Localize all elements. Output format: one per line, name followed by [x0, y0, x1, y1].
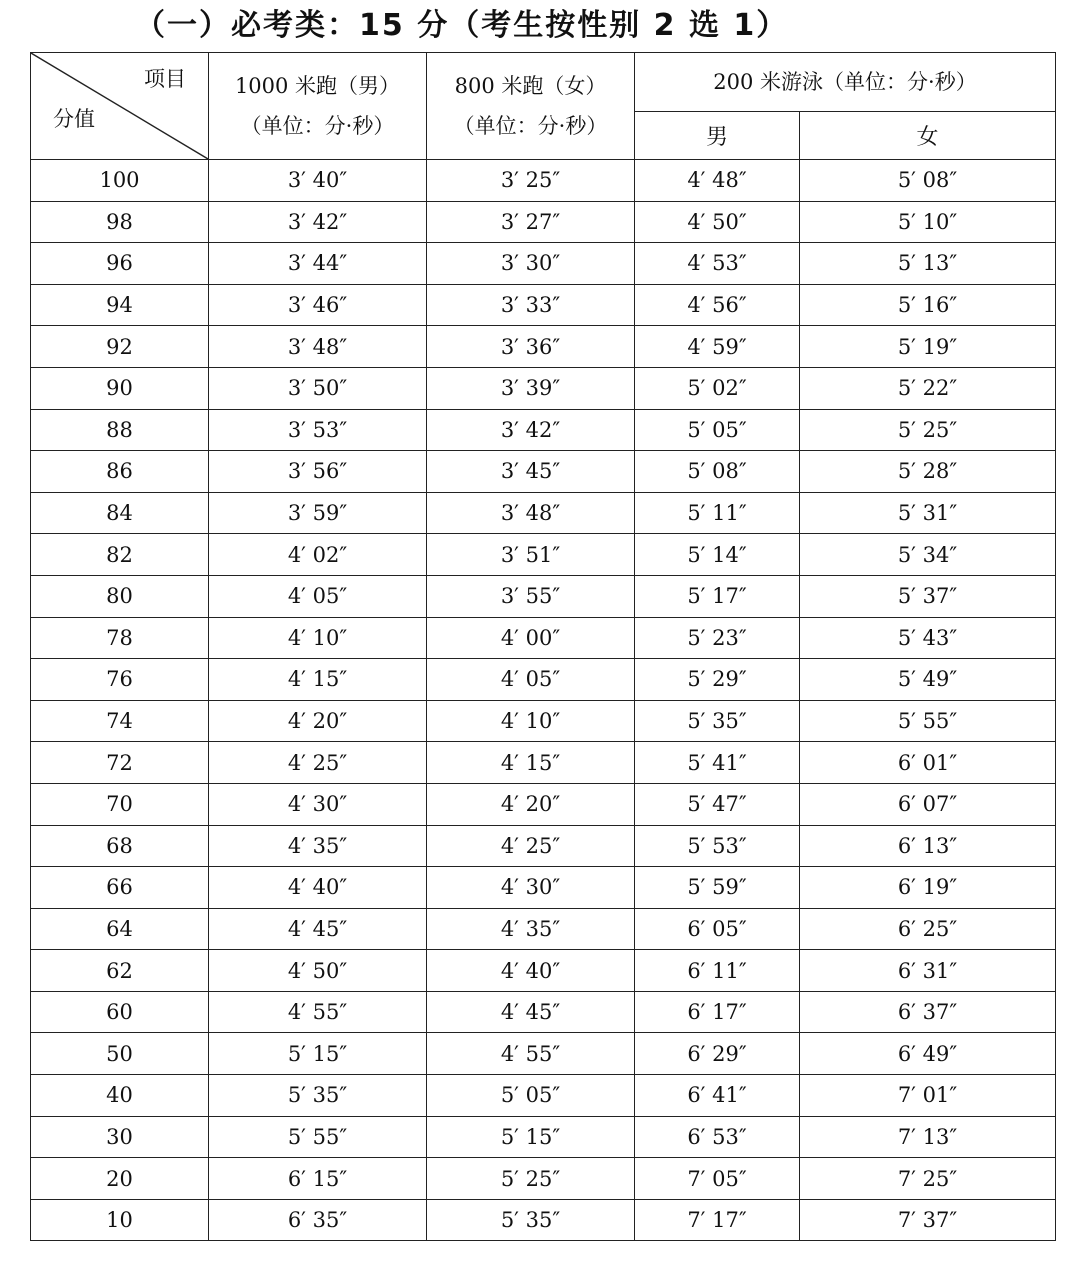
swim-female-time-cell: 6′ 37″	[800, 991, 1056, 1033]
table-row	[31, 451, 1056, 493]
score-cell: 30	[31, 1116, 209, 1158]
run-male-time-cell: 3′ 46″	[209, 284, 427, 326]
swim-male-time-cell: 5′ 47″	[635, 783, 800, 825]
score-cell: 80	[31, 575, 209, 617]
swim-male-time-cell: 7′ 05″	[635, 1158, 800, 1200]
swim-male-time-cell: 6′ 11″	[635, 950, 800, 992]
run-male-time-cell: 4′ 10″	[209, 617, 427, 659]
score-cell: 84	[31, 492, 209, 534]
table-row	[31, 1116, 1056, 1158]
swim-male-time-cell: 5′ 11″	[635, 492, 800, 534]
swim-female-time-cell: 6′ 25″	[800, 908, 1056, 950]
table-row	[31, 409, 1056, 451]
swim-female-time-cell: 5′ 10″	[800, 201, 1056, 243]
swim-male-time-cell: 5′ 05″	[635, 409, 800, 451]
score-cell: 40	[31, 1075, 209, 1117]
swim-male-time-cell: 6′ 05″	[635, 908, 800, 950]
run-male-time-cell: 4′ 50″	[209, 950, 427, 992]
header-swim-male: 男	[635, 112, 800, 160]
swim-male-time-cell: 5′ 59″	[635, 867, 800, 909]
table-row	[31, 243, 1056, 285]
swim-female-time-cell: 7′ 25″	[800, 1158, 1056, 1200]
table-body	[31, 160, 1056, 1241]
swim-female-time-cell: 5′ 22″	[800, 367, 1056, 409]
swim-female-time-cell: 5′ 55″	[800, 700, 1056, 742]
header-run-female	[427, 53, 635, 160]
run-female-time-cell: 3′ 45″	[427, 451, 635, 493]
run-female-time-cell: 4′ 35″	[427, 908, 635, 950]
table-row	[31, 825, 1056, 867]
run-male-time-cell: 4′ 02″	[209, 534, 427, 576]
score-cell: 98	[31, 201, 209, 243]
swim-male-time-cell: 5′ 35″	[635, 700, 800, 742]
swim-male-time-cell: 5′ 14″	[635, 534, 800, 576]
table-row	[31, 783, 1056, 825]
swim-female-time-cell: 5′ 43″	[800, 617, 1056, 659]
swim-male-time-cell: 4′ 48″	[635, 160, 800, 202]
run-female-time-cell: 4′ 55″	[427, 1033, 635, 1075]
table-row	[31, 908, 1056, 950]
score-cell: 96	[31, 243, 209, 285]
run-female-time-cell: 5′ 25″	[427, 1158, 635, 1200]
score-cell: 94	[31, 284, 209, 326]
run-male-time-cell: 4′ 45″	[209, 908, 427, 950]
swim-male-time-cell: 4′ 50″	[635, 201, 800, 243]
run-male-time-cell: 4′ 55″	[209, 991, 427, 1033]
swim-male-time-cell: 5′ 29″	[635, 659, 800, 701]
swim-female-time-cell: 6′ 19″	[800, 867, 1056, 909]
swim-male-time-cell: 4′ 53″	[635, 243, 800, 285]
swim-female-time-cell: 6′ 01″	[800, 742, 1056, 784]
table-row	[31, 659, 1056, 701]
run-female-time-cell: 3′ 39″	[427, 367, 635, 409]
run-male-time-cell: 4′ 05″	[209, 575, 427, 617]
run-male-time-cell: 5′ 35″	[209, 1075, 427, 1117]
score-cell: 20	[31, 1158, 209, 1200]
swim-male-time-cell: 6′ 53″	[635, 1116, 800, 1158]
score-cell: 60	[31, 991, 209, 1033]
swim-male-time-cell: 5′ 02″	[635, 367, 800, 409]
swim-female-time-cell: 5′ 28″	[800, 451, 1056, 493]
swim-female-time-cell: 6′ 31″	[800, 950, 1056, 992]
run-female-time-cell: 3′ 51″	[427, 534, 635, 576]
header-run-male	[209, 53, 427, 160]
run-male-time-cell: 3′ 40″	[209, 160, 427, 202]
swim-female-time-cell: 7′ 37″	[800, 1199, 1056, 1241]
score-cell: 78	[31, 617, 209, 659]
swim-male-time-cell: 6′ 17″	[635, 991, 800, 1033]
score-cell: 92	[31, 326, 209, 368]
score-cell: 64	[31, 908, 209, 950]
score-cell: 76	[31, 659, 209, 701]
table-row	[31, 1158, 1056, 1200]
run-female-time-cell: 3′ 33″	[427, 284, 635, 326]
run-male-time-cell: 6′ 15″	[209, 1158, 427, 1200]
run-female-time-cell: 3′ 25″	[427, 160, 635, 202]
swim-female-time-cell: 5′ 08″	[800, 160, 1056, 202]
swim-male-time-cell: 5′ 23″	[635, 617, 800, 659]
swim-male-time-cell: 7′ 17″	[635, 1199, 800, 1241]
run-female-time-cell: 3′ 27″	[427, 201, 635, 243]
score-cell: 90	[31, 367, 209, 409]
run-male-time-cell: 4′ 30″	[209, 783, 427, 825]
score-cell: 88	[31, 409, 209, 451]
swim-male-time-cell: 6′ 29″	[635, 1033, 800, 1075]
run-female-time-cell: 5′ 05″	[427, 1075, 635, 1117]
score-cell: 86	[31, 451, 209, 493]
swim-female-time-cell: 7′ 01″	[800, 1075, 1056, 1117]
run-male-time-cell: 5′ 15″	[209, 1033, 427, 1075]
run-female-time-cell: 3′ 55″	[427, 575, 635, 617]
score-cell: 68	[31, 825, 209, 867]
run-male-time-cell: 6′ 35″	[209, 1199, 427, 1241]
run-female-time-cell: 4′ 00″	[427, 617, 635, 659]
swim-female-time-cell: 5′ 16″	[800, 284, 1056, 326]
run-female-time-cell: 4′ 40″	[427, 950, 635, 992]
run-male-time-cell: 4′ 35″	[209, 825, 427, 867]
table-row	[31, 201, 1056, 243]
swim-female-time-cell: 5′ 13″	[800, 243, 1056, 285]
corner-score-label: 分值	[53, 107, 95, 131]
header-swim-female: 女	[800, 112, 1056, 160]
table-row	[31, 367, 1056, 409]
swim-female-time-cell: 5′ 31″	[800, 492, 1056, 534]
score-cell: 82	[31, 534, 209, 576]
run-female-time-cell: 3′ 30″	[427, 243, 635, 285]
run-female-time-cell: 4′ 30″	[427, 867, 635, 909]
run-male-time-cell: 3′ 53″	[209, 409, 427, 451]
swim-male-time-cell: 4′ 59″	[635, 326, 800, 368]
table-row	[31, 492, 1056, 534]
score-cell: 10	[31, 1199, 209, 1241]
score-cell: 70	[31, 783, 209, 825]
table-row	[31, 1075, 1056, 1117]
run-female-time-cell: 4′ 45″	[427, 991, 635, 1033]
run-female-time-cell: 4′ 05″	[427, 659, 635, 701]
run-male-time-cell: 3′ 44″	[209, 243, 427, 285]
table-row	[31, 326, 1056, 368]
run-male-time-cell: 4′ 20″	[209, 700, 427, 742]
swim-female-time-cell: 5′ 19″	[800, 326, 1056, 368]
corner-item-label: 项目	[144, 67, 186, 91]
swim-female-time-cell: 5′ 49″	[800, 659, 1056, 701]
swim-female-time-cell: 7′ 13″	[800, 1116, 1056, 1158]
table-row	[31, 284, 1056, 326]
run-male-time-cell: 3′ 42″	[209, 201, 427, 243]
swim-male-time-cell: 5′ 08″	[635, 451, 800, 493]
swim-female-time-cell: 5′ 34″	[800, 534, 1056, 576]
swim-male-time-cell: 5′ 17″	[635, 575, 800, 617]
score-cell: 100	[31, 160, 209, 202]
table-row	[31, 617, 1056, 659]
table-row	[31, 700, 1056, 742]
score-cell: 66	[31, 867, 209, 909]
run-female-time-cell: 3′ 48″	[427, 492, 635, 534]
swim-female-time-cell: 5′ 25″	[800, 409, 1056, 451]
score-cell: 74	[31, 700, 209, 742]
run-female-time-cell: 4′ 10″	[427, 700, 635, 742]
table-row	[31, 534, 1056, 576]
run-male-time-cell: 4′ 15″	[209, 659, 427, 701]
swim-male-time-cell: 6′ 41″	[635, 1075, 800, 1117]
table-row	[31, 1199, 1056, 1241]
table-row	[31, 160, 1056, 202]
swim-female-time-cell: 6′ 13″	[800, 825, 1056, 867]
run-female-time-cell: 4′ 25″	[427, 825, 635, 867]
table-row	[31, 867, 1056, 909]
run-male-time-cell: 4′ 40″	[209, 867, 427, 909]
table-row	[31, 1033, 1056, 1075]
swim-male-time-cell: 5′ 53″	[635, 825, 800, 867]
swim-male-time-cell: 5′ 41″	[635, 742, 800, 784]
run-female-time-cell: 5′ 15″	[427, 1116, 635, 1158]
swim-male-time-cell: 4′ 56″	[635, 284, 800, 326]
table-row	[31, 575, 1056, 617]
score-table	[30, 52, 1056, 1241]
run-male-time-cell: 4′ 25″	[209, 742, 427, 784]
run-female-time-cell: 4′ 15″	[427, 742, 635, 784]
run-male-time-cell: 3′ 59″	[209, 492, 427, 534]
swim-female-time-cell: 6′ 49″	[800, 1033, 1056, 1075]
run-female-time-cell: 4′ 20″	[427, 783, 635, 825]
score-cell: 72	[31, 742, 209, 784]
page-title: （一）必考类：15 分（考生按性别 2 选 1）	[135, 8, 789, 43]
run-male-time-cell: 3′ 48″	[209, 326, 427, 368]
run-female-time-cell: 5′ 35″	[427, 1199, 635, 1241]
table-header	[31, 53, 1056, 160]
header-swim: 200 米游泳（单位：分·秒）	[635, 53, 1056, 112]
header-run-female-line2: （单位：分·秒）	[453, 114, 608, 138]
score-cell: 62	[31, 950, 209, 992]
table-row	[31, 991, 1056, 1033]
header-run-male-line1: 1000 米跑（男）	[234, 74, 401, 98]
run-male-time-cell: 3′ 56″	[209, 451, 427, 493]
score-cell: 50	[31, 1033, 209, 1075]
run-male-time-cell: 5′ 55″	[209, 1116, 427, 1158]
swim-female-time-cell: 6′ 07″	[800, 783, 1056, 825]
run-female-time-cell: 3′ 36″	[427, 326, 635, 368]
table-row	[31, 742, 1056, 784]
corner-header-cell	[31, 53, 209, 160]
header-run-male-line2: （单位：分·秒）	[240, 114, 395, 138]
run-male-time-cell: 3′ 50″	[209, 367, 427, 409]
run-female-time-cell: 3′ 42″	[427, 409, 635, 451]
table-row	[31, 950, 1056, 992]
swim-female-time-cell: 5′ 37″	[800, 575, 1056, 617]
header-run-female-line1: 800 米跑（女）	[454, 74, 607, 98]
